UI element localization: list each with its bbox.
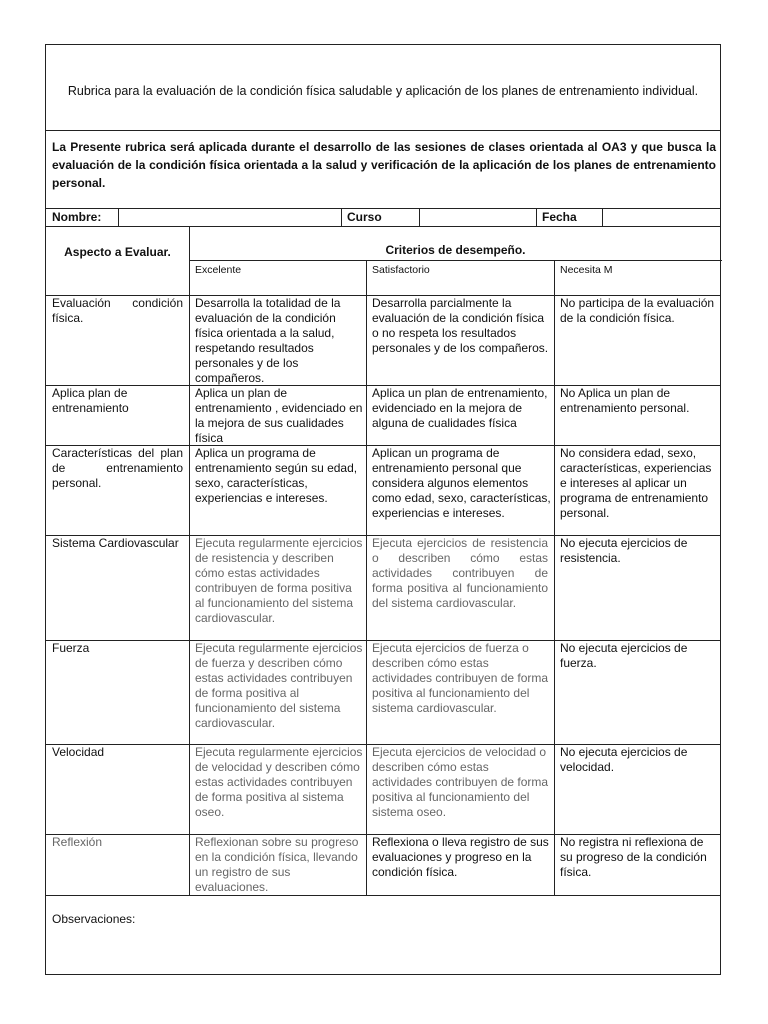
divider [554,260,555,895]
fecha-field[interactable] [602,208,722,226]
divider [118,208,119,226]
nombre-label: Nombre: [52,210,102,224]
student-info-row [46,208,720,226]
curso-label: Curso [347,210,382,224]
aspecto-cell: Evaluación condición física. [52,296,183,325]
satisfactorio-header: Satisfactorio [372,264,430,276]
aspecto-header: Aspecto a Evaluar. [64,245,171,259]
satisfactorio-cell: Ejecuta ejercicios de resistencia o describen cómo estas actividades contribuyen de forma positiva al funcionamiento del sistema cardiovascular. [372,536,548,610]
divider [536,208,537,226]
criterios-header: Criterios de desempeño. [385,243,526,257]
excelente-cell: Aplica un programa de entrenamiento según su edad, sexo, características, experiencias e intereses. [195,446,358,505]
aspecto-cell: Aplica plan de entrenamiento [52,386,129,415]
divider [189,260,722,261]
necesita-cell: No considera edad, sexo, características, experiencias e intereses al aplicar un programa de entrenamiento personal. [560,446,712,520]
divider [46,895,720,896]
necesita-cell: No ejecuta ejercicios de resistencia. [560,536,688,565]
aspecto-cell: Reflexión [52,835,103,849]
satisfactorio-cell: Aplican un programa de entrenamiento personal que considera algunos elementos como edad, sexo, características, experiencias e intereses. [372,446,551,520]
document-title: Rubrica para la evaluación de la condición física saludable y aplicación de los planes de entrenamiento individual. [67,84,699,98]
satisfactorio-cell: Ejecuta ejercicios de velocidad o describen cómo estas actividades contribuyen de forma positiva al funcionamiento del sistema oseo. [372,745,549,819]
aspecto-cell: Velocidad [52,745,105,759]
excelente-cell: Ejecuta regularmente ejercicios de velocidad y describen cómo estas actividades contribuyen de forma positiva al sistema oseo. [195,745,363,819]
excelente-cell: Aplica un plan de entrenamiento , evidenciado en la mejora de sus cualidades física [195,386,363,445]
observaciones-label: Observaciones: [52,912,136,926]
necesita-cell: No ejecuta ejercicios de fuerza. [560,641,688,670]
necesita-cell: No participa de la evaluación de la condición física. [560,296,715,325]
fecha-label: Fecha [542,210,577,224]
divider [602,208,603,226]
necesita-cell: No Aplica un plan de entrenamiento personal. [560,386,690,415]
satisfactorio-cell: Aplica un plan de entrenamiento, evidenciado en la mejora de alguna de cualidades física [372,386,548,430]
divider [366,260,367,895]
intro-paragraph: La Presente rubrica será aplicada durante el desarrollo de las sesiones de clases orientada al OA3 y que busca la evaluación de la condición física orientada a la salud y verificación de la aplicación de los planes de entrenamiento personal. [52,140,716,190]
satisfactorio-cell: Ejecuta ejercicios de fuerza o describen cómo estas actividades contribuyen de forma positiva al funcionamiento del sistema cardiovascular. [372,641,549,715]
aspecto-cell: Sistema Cardiovascular [52,536,179,550]
satisfactorio-cell: Reflexiona o lleva registro de sus evaluaciones y progreso en la condición física. [372,835,549,879]
rubric-document [45,44,721,975]
aspecto-cell: Fuerza [52,641,90,655]
excelente-cell: Desarrolla la totalidad de la evaluación de la condición física orientada a la salud, respetando resultados personales y de los compañeros. [195,296,341,385]
excelente-header: Excelente [195,264,242,276]
nombre-field[interactable] [118,208,341,226]
aspecto-cell: Características del plan de entrenamiento personal. [52,446,183,490]
divider [46,130,720,131]
divider [46,226,720,227]
excelente-cell: Ejecuta regularmente ejercicios de fuerza y describen cómo estas actividades contribuyen de forma positiva al funcionamiento del sistema cardiovascular. [195,641,363,730]
excelente-cell: Reflexionan sobre su progreso en la condición física, llevando un registro de sus evaluaciones. [195,835,359,894]
divider [341,208,342,226]
necesita-cell: No ejecuta ejercicios de velocidad. [560,745,688,774]
divider [419,208,420,226]
satisfactorio-cell: Desarrolla parcialmente la evaluación de la condición física o no respeta los resultados personales y de los compañeros. [372,296,549,355]
necesita-header: Necesita M [560,264,613,276]
curso-field[interactable] [419,208,536,226]
divider [189,226,190,895]
necesita-cell: No registra ni reflexiona de su progreso de la condición física. [560,835,707,879]
excelente-cell: Ejecuta regularmente ejercicios de resistencia y describen cómo estas actividades contribuyen de forma positiva al funcionamiento del sistema cardiovascular. [195,536,363,625]
